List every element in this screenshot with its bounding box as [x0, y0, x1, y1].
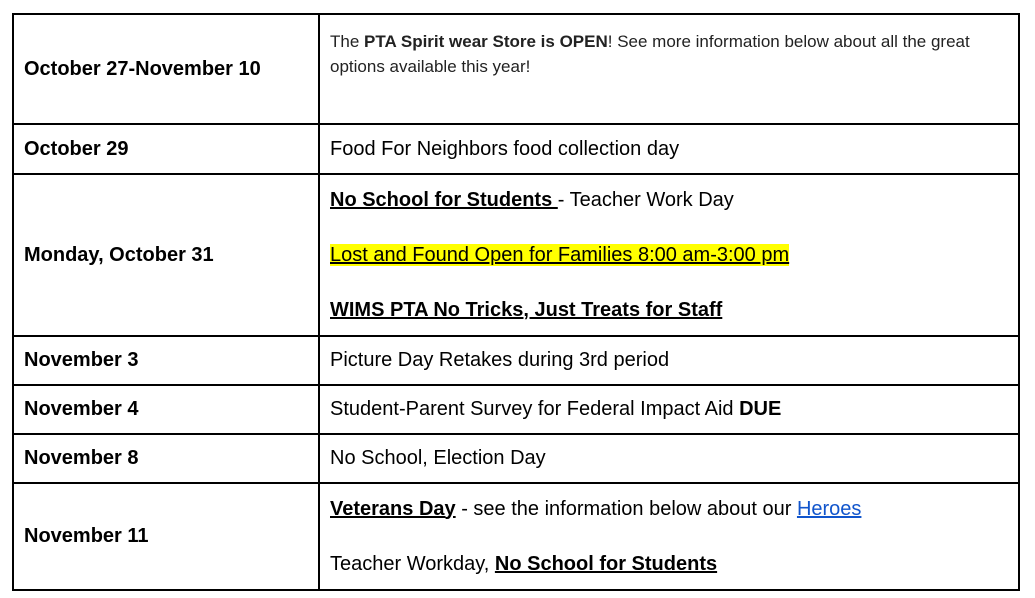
desc-text: The: [330, 32, 365, 51]
event-description: [319, 385, 1019, 434]
event-date: November 8: [13, 434, 319, 483]
pta-treats-link[interactable]: WIMS PTA No Tricks, Just Treats for Staff: [330, 298, 723, 321]
no-school-link[interactable]: No School for Students: [494, 552, 718, 575]
event-description: [319, 483, 1019, 590]
event-description: Picture Day Retakes during 3rd period: [319, 336, 1019, 385]
table-row: [13, 385, 1019, 434]
event-description: [319, 14, 1019, 124]
table-row: [13, 434, 1019, 483]
veterans-day-link[interactable]: Veterans Day: [330, 497, 456, 520]
desc-bold-text: PTA Spirit wear Store is OPEN: [364, 32, 608, 51]
desc-text: Student-Parent Survey for Federal Impact Aid: [330, 398, 740, 420]
no-school-link[interactable]: No School for Students: [330, 188, 558, 211]
event-date: October 27-November 10: [13, 14, 319, 124]
table-row: [13, 124, 1019, 174]
table-row: [13, 336, 1019, 385]
event-date: November 3: [13, 336, 319, 385]
event-description: Food For Neighbors food collection day: [319, 124, 1019, 174]
event-date: October 29: [13, 124, 319, 174]
table-row: [13, 14, 1019, 124]
event-date: November 11: [13, 483, 319, 590]
desc-text: - Teacher Work Day: [557, 188, 734, 211]
heroes-link[interactable]: Heroes: [796, 497, 862, 520]
desc-bold-text: DUE: [739, 398, 782, 420]
table-row: [13, 483, 1019, 590]
event-description: [319, 174, 1019, 336]
event-date: November 4: [13, 385, 319, 434]
events-calendar-table: [12, 13, 1020, 591]
event-date: Monday, October 31: [13, 174, 319, 336]
desc-text: ! See more information below about all the great options available this year!: [330, 32, 970, 76]
desc-text: - see the information below about our: [455, 497, 797, 520]
event-description: No School, Election Day: [319, 434, 1019, 483]
table-row: [13, 174, 1019, 336]
lost-and-found-link[interactable]: Lost and Found Open for Families 8:00 am-3:00 pm: [330, 243, 790, 266]
desc-text: Teacher Workday,: [330, 552, 495, 575]
